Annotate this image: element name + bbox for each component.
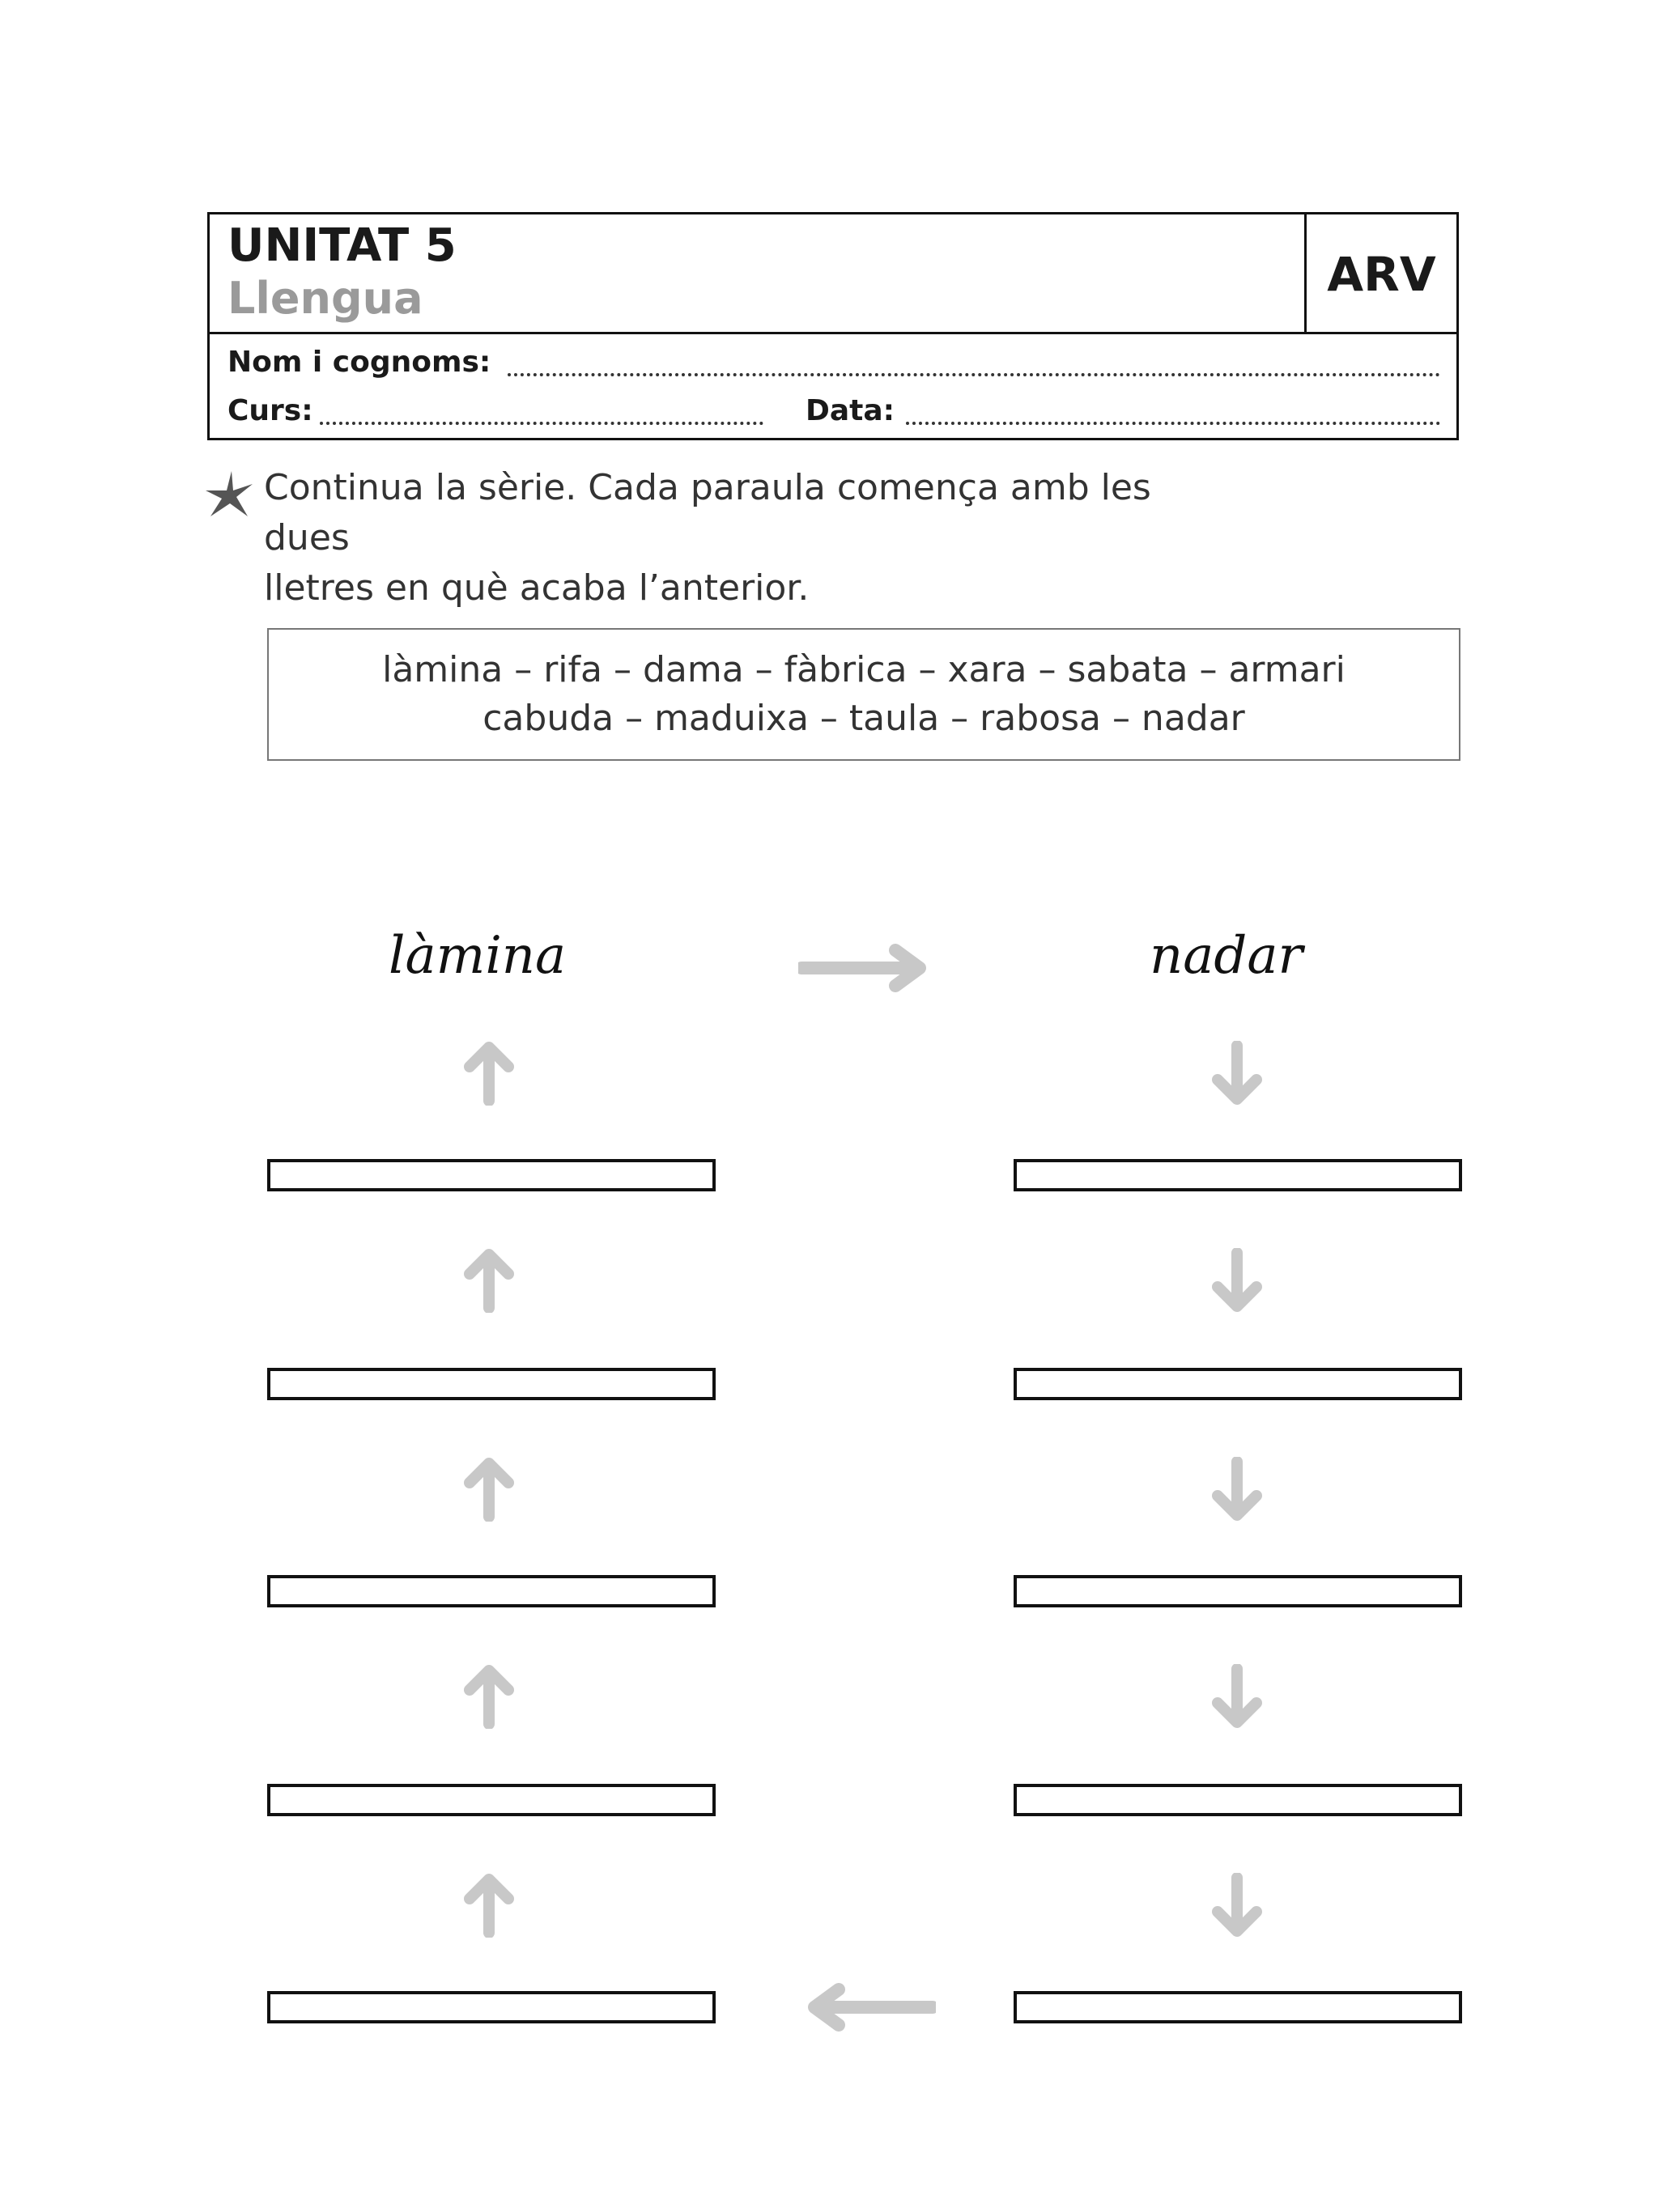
word-bank-line-2: cabuda – maduixa – taula – rabosa – nadar [483, 698, 1245, 739]
course-label: Curs: [227, 394, 313, 427]
answer-box-right-3[interactable] [1014, 1575, 1462, 1607]
course-field[interactable] [320, 422, 763, 425]
instruction-line-1: Continua la sèrie. Cada paraula comença amb les dues [264, 467, 1151, 558]
answer-box-left-1[interactable] [267, 1159, 716, 1191]
answer-box-right-5[interactable] [1014, 1991, 1462, 2023]
answer-box-left-3[interactable] [267, 1575, 716, 1607]
arrow-up-icon [463, 1041, 515, 1106]
subject-title: Llengua [227, 273, 423, 324]
arrow-up-icon [463, 1873, 515, 1938]
answer-box-left-2[interactable] [267, 1368, 716, 1400]
level-code: ARV [1327, 247, 1436, 302]
name-field[interactable] [508, 373, 1440, 376]
instruction-text [264, 463, 1235, 614]
arrow-down-icon [1211, 1873, 1263, 1938]
arrow-down-icon [1211, 1041, 1263, 1106]
code-cell [1304, 214, 1456, 332]
arrow-down-icon [1211, 1248, 1263, 1313]
answer-box-right-2[interactable] [1014, 1368, 1462, 1400]
star-icon [204, 469, 254, 520]
arrow-up-icon [463, 1457, 515, 1522]
answer-box-left-4[interactable] [267, 1784, 716, 1816]
date-field[interactable] [906, 422, 1440, 425]
start-word-right: nadar [1150, 926, 1303, 986]
answer-box-right-4[interactable] [1014, 1784, 1462, 1816]
arrow-left-icon [798, 1983, 936, 2032]
arrow-up-icon [463, 1664, 515, 1729]
header-title-row [210, 214, 1456, 334]
arrow-down-icon [1211, 1664, 1263, 1729]
worksheet-header [207, 212, 1459, 440]
arrow-up-icon [463, 1248, 515, 1313]
unit-title: UNITAT 5 [227, 219, 457, 272]
word-bank [267, 628, 1460, 761]
name-label: Nom i cognoms: [227, 346, 491, 379]
answer-box-right-1[interactable] [1014, 1159, 1462, 1191]
arrow-down-icon [1211, 1457, 1263, 1522]
start-word-left: làmina [389, 926, 567, 986]
instruction-line-2: lletres en què acaba l’anterior. [264, 567, 810, 609]
answer-box-left-5[interactable] [267, 1991, 716, 2023]
word-bank-line-1: làmina – rifa – dama – fàbrica – xara – sabata – armari [382, 649, 1346, 690]
arrow-right-icon [798, 944, 936, 992]
date-label: Data: [806, 394, 895, 427]
